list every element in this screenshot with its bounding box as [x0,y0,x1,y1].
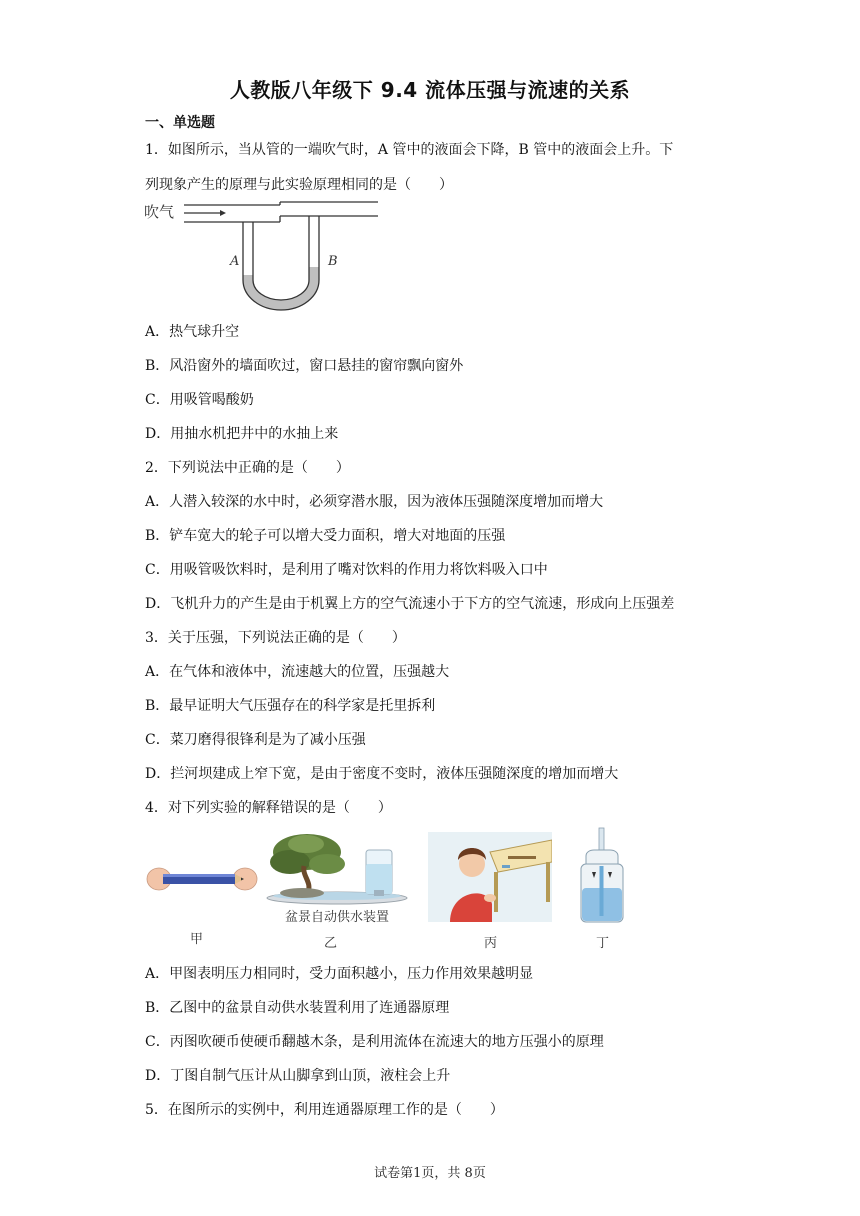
page-footer: 试卷第1页，共 8页 [374,1166,486,1181]
coin-blowing-figure [428,832,552,922]
q4-option-a: A．甲图表明压力相同时，受力面积越小，压力作用效果越明显 [145,966,534,982]
q1-option-b: B．风沿窗外的墙面吹过，窗口悬挂的窗帘飘向窗外 [145,358,464,374]
q2-option-c: C．用吸管吸饮料时，是利用了嘴对饮料的作用力将饮料吸入口中 [145,562,548,578]
page-title: 人教版八年级下 9.4 流体压强与流速的关系 [229,78,631,102]
q2-stem: 2．下列说法中正确的是（ ） [145,460,350,476]
q1-stem-line1: 1．如图所示，当从管的一端吹气时，A 管中的液面会下降，B 管中的液面会上升。下 [145,142,674,158]
barometer-figure [578,826,626,926]
section-heading: 一、单选题 [145,115,215,131]
bonsai-caption: 盆景自动供水装置 [284,910,390,925]
q3-stem: 3．关于压强，下列说法正确的是（ ） [145,630,406,646]
fig-label-yi: 乙 [324,936,338,951]
q4-stem: 4．对下列实验的解释错误的是（ ） [145,800,392,816]
q3-option-d: D．拦河坝建成上窄下宽，是由于密度不变时，液体压强随深度的增加而增大 [145,766,619,782]
tube-a-label: A [230,254,240,269]
q2-option-a: A．人潜入较深的水中时，必须穿潜水服，因为液体压强随深度增加而增大 [145,494,604,510]
q1-stem-line2: 列现象产生的原理与此实验原理相同的是（ ） [145,177,453,193]
fig-label-ding: 丁 [596,936,610,951]
fig-label-bing: 丙 [484,936,498,951]
bonsai-figure [262,830,412,926]
q4-option-c: C．丙图吹硬币使硬币翻越木条，是利用流体在流速大的地方压强小的原理 [145,1034,604,1050]
pencil-figure [145,858,260,898]
q3-option-c: C．菜刀磨得很锋利是为了减小压强 [145,732,366,748]
u-tube-figure [140,200,385,315]
blow-label: 吹气 [144,203,175,221]
q2-option-d: D．飞机升力的产生是由于机翼上方的空气流速小于下方的空气流速，形成向上压强差 [145,596,675,612]
tube-b-label: B [328,254,338,269]
q1-option-d: D．用抽水机把井中的水抽上来 [145,426,339,442]
q2-option-b: B．铲车宽大的轮子可以增大受力面积，增大对地面的压强 [145,528,506,544]
q3-option-b: B．最早证明大气压强存在的科学家是托里拆利 [145,698,436,714]
q5-stem: 5．在图所示的实例中，利用连通器原理工作的是（ ） [145,1102,504,1118]
q3-option-a: A．在气体和液体中，流速越大的位置，压强越大 [145,664,450,680]
q1-option-c: C．用吸管喝酸奶 [145,392,254,408]
q4-option-b: B．乙图中的盆景自动供水装置利用了连通器原理 [145,1000,450,1016]
q1-option-a: A．热气球升空 [145,324,240,340]
q4-option-d: D．丁图自制气压计从山脚拿到山顶，液柱会上升 [145,1068,451,1084]
fig-label-jia: 甲 [190,932,204,947]
